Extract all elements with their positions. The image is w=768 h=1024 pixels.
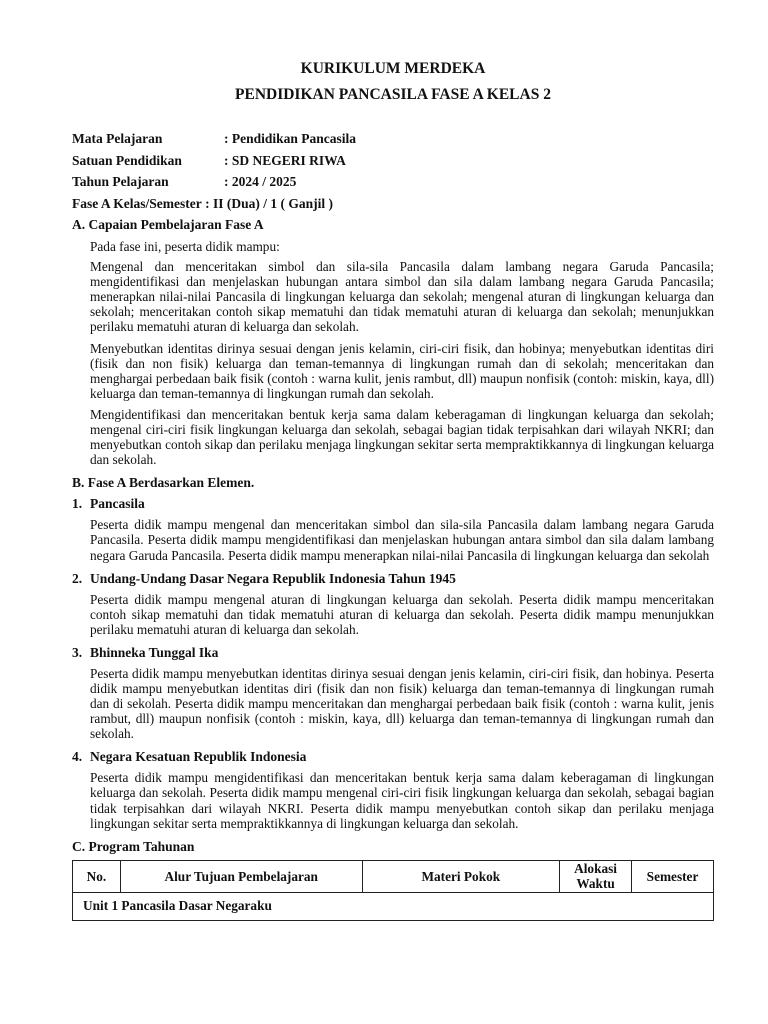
meta-row-school [72,150,714,172]
annual-program-table [72,860,714,921]
header-alokasi-line1: Alokasi [574,861,617,877]
section-c-heading: C. Program Tahunan [72,838,195,854]
header-alokasi-line2: Waktu [576,876,615,892]
meta-label: Satuan Pendidikan [72,152,182,168]
element-heading [72,643,714,662]
section-b-heading: B. Fase A Berdasarkan Elemen. [72,475,255,491]
header-atp: Alur Tujuan Pembelajaran [120,860,362,892]
meta-value: : Pendidikan Pancasila [224,131,357,146]
element-title: Bhinneka Tunggal Ika [90,644,219,660]
section-a-paragraph: Mengenal dan menceritakan simbol dan sila-sila Pancasila dalam lambang negara Garuda Pancasila; mengidentifikasi dan menjelaskan hubungan antara simbol dan sila dalam lambang negara Garuda Pancasila; menerapkan nilai-nilai Pancasila di lingkungan keluarga dan sekolah; mengenal aturan di lingkungan keluarga dan sekolah; menceritakan contoh sikap mematuhi dan tidak mematuhi aturan di keluarga dan sekolah; menunjukkan perilaku mematuhi aturan di keluarga dan sekolah. [90,259,714,335]
meta-value: : 2024 / 2025 [224,174,297,189]
section-a-intro: Pada fase ini, peserta didik mampu: [90,239,280,254]
element-title: Pancasila [90,496,145,512]
header-materi: Materi Pokok [362,860,560,892]
meta-label: Tahun Pelajaran [72,174,169,189]
meta-label: Mata Pelajaran [72,131,163,146]
table-row [73,892,714,920]
element-heading [72,569,714,588]
section-a-heading: A. Capaian Pembelajaran Fase A [72,217,264,232]
meta-row-subject [72,128,714,150]
meta-value: : SD NEGERI RIWA [224,152,346,168]
document-page [72,58,714,921]
element-heading [72,747,714,766]
element-number: 4. [72,749,83,765]
header-alokasi [560,860,632,892]
identity-block [72,128,714,214]
element-number: 1. [72,496,83,512]
document-title: KURIKULUM MERDEKA [300,60,486,77]
header-semester: Semester [632,860,714,892]
element-description: Peserta didik mampu mengenal aturan di lingkungan keluarga dan sekolah. Peserta didik mampu menceritakan contoh sikap mematuhi dan tidak mematuhi aturan di keluarga dan sekolah. Peserta didik mampu menunjukkan perilaku mematuhi aturan di keluarga dan sekolah. [90,591,714,637]
element-description: Peserta didik mampu mengenal dan menceritakan simbol dan sila-sila Pancasila dalam lambang negara Garuda Pancasila. Peserta didik mampu mengidentifikasi dan menjelaskan hubungan antara simbol dan sila dalam lambang negara Garuda Pancasila. Peserta didik mampu menerapkan nilai-nilai Pancasila di lingkungan keluarga dan sekolah [90,517,714,563]
section-a-paragraph: Mengidentifikasi dan menceritakan bentuk kerja sama dalam keberagaman di lingkungan keluarga dan sekolah; mengenal ciri-ciri fisik lingkungan keluarga dan sekolah, sebagai bagian tidak terpisahkan dari wilayah NKRI; dan menyebutkan contoh sikap dan perilaku menjaga lingkungan sekitar serta mempraktikkannya di lingkungan keluarga dan sekolah. [90,406,714,468]
table-header-row [73,860,714,892]
meta-row-year [72,171,714,193]
unit-row-label: Unit 1 Pancasila Dasar Negaraku [73,892,714,920]
element-description: Peserta didik mampu mengidentifikasi dan menceritakan bentuk kerja sama dalam keberagaman di lingkungan keluarga dan sekolah. Peserta didik mampu mengenal ciri-ciri fisik lingkungan keluarga dan sekolah, sebagai bagian tidak terpisahkan dari wilayah NKRI. Peserta didik mampu menyebutkan contoh sikap dan perilaku menjaga lingkungan sekitar serta mempraktikkannya di lingkungan keluarga dan sekolah. [90,770,714,831]
document-subtitle: PENDIDIKAN PANCASILA FASE A KELAS 2 [235,86,551,103]
element-number: 3. [72,644,83,660]
element-number: 2. [72,570,83,586]
meta-label: Fase A Kelas/Semester [72,195,202,211]
element-title: Negara Kesatuan Republik Indonesia [90,749,307,765]
header-no: No. [73,860,121,892]
meta-row-phase [72,193,714,215]
element-title: Undang-Undang Dasar Negara Republik Indonesia Tahun 1945 [90,570,456,586]
meta-value: : II (Dua) / 1 ( Ganjil ) [205,195,333,211]
section-a-paragraph: Menyebutkan identitas dirinya sesuai dengan jenis kelamin, ciri-ciri fisik, dan hobinya; menyebutkan identitas diri (fisik dan non fisik) keluarga dan teman-temannya di lingkungan rumah dan di sekolah; menceritakan dan menghargai perbedaan baik fisik (contoh : warna kulit, jenis rambut, dll) maupun nonfisik (contoh: miskin, kaya, dll) keluarga dan teman-temannya di lingkungan rumah dan sekolah. [90,340,714,401]
element-description: Peserta didik mampu menyebutkan identitas dirinya sesuai dengan jenis kelamin, ciri-ciri fisik, dan hobinya. Peserta didik mampu menyebutkan identitas diri (fisik dan non fisik) keluarga dan teman-temannya di lingkungan rumah dan di sekolah. Peserta didik mampu menceritakan dan menghargai perbedaan baik fisik (contoh : warna kulit, jenis rambut, dll) maupun nonfisik (contoh : miskin, kaya, dll) keluarga dan teman-temannya di lingkungan rumah dan sekolah. [90,665,714,742]
element-heading [72,494,714,513]
